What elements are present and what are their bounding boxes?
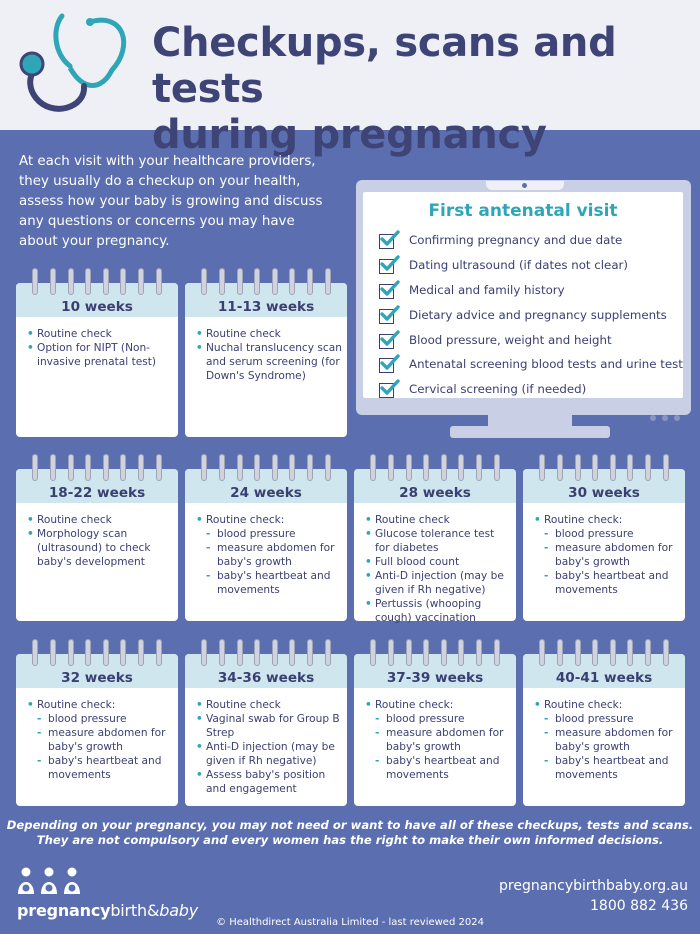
brand-part-2: birth	[110, 901, 147, 920]
checkbox-tick-icon	[378, 379, 399, 399]
card-item: • Routine check	[195, 698, 343, 712]
card-list	[533, 698, 681, 782]
card-list	[26, 327, 174, 369]
week-card	[185, 283, 347, 437]
checkbox-tick-icon	[378, 230, 399, 250]
card-item: • Nuchal translucency scan and serum screening (for Down's Syndrome)	[195, 341, 343, 383]
first-visit-item	[378, 253, 683, 278]
first-visit-item-label: Antenatal screening blood tests and urine test	[409, 357, 683, 372]
first-visit-item-label: Blood pressure, weight and height	[409, 332, 612, 347]
week-card	[16, 654, 178, 806]
calendar-rings-icon	[523, 639, 685, 667]
header-banner	[0, 0, 700, 158]
week-card	[16, 283, 178, 437]
first-visit-item-label: Dietary advice and pregnancy supplements	[409, 307, 667, 322]
first-visit-item	[378, 352, 683, 377]
week-card	[354, 654, 516, 806]
card-item: - blood pressure	[195, 527, 343, 541]
card-list	[26, 698, 174, 782]
family-logo-icon	[16, 864, 86, 898]
monitor-dots	[650, 406, 690, 412]
card-item: - baby's heartbeat and movements	[533, 569, 681, 597]
calendar-rings-icon	[354, 454, 516, 482]
card-item: • Option for NIPT (Non-invasive prenatal test)	[26, 341, 174, 369]
card-list	[364, 698, 512, 782]
monitor-camera	[486, 181, 564, 190]
card-list	[26, 513, 174, 569]
contact-info	[499, 876, 688, 916]
card-weeks: 34-36 weeks	[217, 670, 315, 686]
card-list	[533, 513, 681, 597]
card-item: • Routine check	[26, 513, 174, 527]
card-item: • Routine check	[26, 327, 174, 341]
brand-part-4: baby	[159, 901, 199, 920]
checkbox-tick-icon	[378, 255, 399, 275]
card-list	[195, 698, 343, 796]
calendar-rings-icon	[185, 454, 347, 482]
card-item: • Assess baby's position and engagement	[195, 768, 343, 796]
card-item: - blood pressure	[533, 712, 681, 726]
card-weeks: 28 weeks	[399, 485, 471, 501]
title-line-1: Checkups, scans and tests	[152, 20, 617, 112]
card-item: - measure abdomen for baby's growth	[533, 726, 681, 754]
card-item: - blood pressure	[26, 712, 174, 726]
week-card	[16, 469, 178, 621]
first-visit-list	[378, 228, 683, 402]
brand-part-1: pregnancy	[17, 901, 111, 920]
card-item: • Pertussis (whooping cough) vaccination	[364, 597, 512, 625]
calendar-rings-icon	[16, 454, 178, 482]
stethoscope-icon	[12, 8, 137, 116]
first-visit-item-label: Cervical screening (if needed)	[409, 382, 587, 397]
card-weeks: 32 weeks	[61, 670, 133, 686]
calendar-rings-icon	[354, 639, 516, 667]
card-list	[364, 513, 512, 625]
first-visit-item-label: Medical and family history	[409, 282, 565, 297]
card-item: - blood pressure	[533, 527, 681, 541]
card-item: - baby's heartbeat and movements	[26, 754, 174, 782]
checkbox-tick-icon	[378, 305, 399, 325]
first-visit-item	[378, 377, 683, 402]
card-item: • Full blood count	[364, 555, 512, 569]
first-visit-item-label: Dating ultrasound (if dates not clear)	[409, 258, 628, 273]
checkbox-tick-icon	[378, 330, 399, 350]
card-item: • Morphology scan (ultrasound) to check baby's development	[26, 527, 174, 569]
card-weeks: 30 weeks	[568, 485, 640, 501]
disclaimer	[0, 818, 700, 848]
first-visit-title: First antenatal visit	[428, 201, 618, 221]
card-item: - baby's heartbeat and movements	[195, 569, 343, 597]
intro-text: At each visit with your healthcare providers, they usually do a checkup on your health, assess how your baby is growing and discuss any questions or concerns you may have about your pregnancy.	[19, 154, 323, 249]
week-card	[185, 469, 347, 621]
card-list	[195, 513, 343, 597]
website-link[interactable]: pregnancybirthbaby.org.au	[499, 878, 688, 894]
copyright: © Healthdirect Australia Limited - last reviewed 2024	[216, 917, 484, 928]
card-weeks: 37-39 weeks	[386, 670, 484, 686]
card-item: • Routine check:	[533, 698, 681, 712]
card-item: - measure abdomen for baby's growth	[364, 726, 512, 754]
title-line-2: during pregnancy	[152, 112, 547, 158]
phone-number[interactable]: 1800 882 436	[590, 898, 688, 914]
page-title	[152, 20, 700, 158]
week-card	[185, 654, 347, 806]
disclaimer-line-1: Depending on your pregnancy, you may not need or want to have all of these checkups, tests and scans.	[6, 818, 694, 832]
card-weeks: 18-22 weeks	[48, 485, 146, 501]
card-item: - measure abdomen for baby's growth	[195, 541, 343, 569]
monitor-base	[450, 426, 610, 438]
card-list	[195, 327, 343, 383]
week-card	[523, 654, 685, 806]
card-item: • Glucose tolerance test for diabetes	[364, 527, 512, 555]
first-visit-item	[378, 228, 683, 253]
calendar-rings-icon	[185, 639, 347, 667]
card-item: - measure abdomen for baby's growth	[26, 726, 174, 754]
first-visit-item-label: Confirming pregnancy and due date	[409, 233, 623, 248]
card-weeks: 40-41 weeks	[555, 670, 653, 686]
calendar-rings-icon	[185, 268, 347, 296]
card-item: • Routine check:	[364, 698, 512, 712]
first-visit-item	[378, 278, 683, 303]
first-visit-item	[378, 327, 683, 352]
checkbox-tick-icon	[378, 354, 399, 374]
card-weeks: 10 weeks	[61, 299, 133, 315]
card-item: • Routine check:	[26, 698, 174, 712]
card-item: - baby's heartbeat and movements	[533, 754, 681, 782]
card-item: • Routine check	[195, 327, 343, 341]
calendar-rings-icon	[523, 454, 685, 482]
checkbox-tick-icon	[378, 280, 399, 300]
card-weeks: 11-13 weeks	[217, 299, 315, 315]
card-item: • Anti-D injection (may be given if Rh negative)	[195, 740, 343, 768]
calendar-rings-icon	[16, 639, 178, 667]
calendar-rings-icon	[16, 268, 178, 296]
week-card	[523, 469, 685, 621]
brand-part-3: &	[146, 901, 160, 920]
card-item: - blood pressure	[364, 712, 512, 726]
card-item: • Vaginal swab for Group B Strep	[195, 712, 343, 740]
card-item: • Routine check:	[533, 513, 681, 527]
first-visit-item	[378, 302, 683, 327]
card-item: • Anti-D injection (may be given if Rh negative)	[364, 569, 512, 597]
week-card	[354, 469, 516, 624]
card-item: • Routine check:	[195, 513, 343, 527]
disclaimer-line-2: They are not compulsory and every women has the right to make their own informed decisions.	[36, 833, 664, 847]
card-weeks: 24 weeks	[230, 485, 302, 501]
card-item: • Routine check	[364, 513, 512, 527]
card-item: - baby's heartbeat and movements	[364, 754, 512, 782]
card-item: - measure abdomen for baby's growth	[533, 541, 681, 569]
